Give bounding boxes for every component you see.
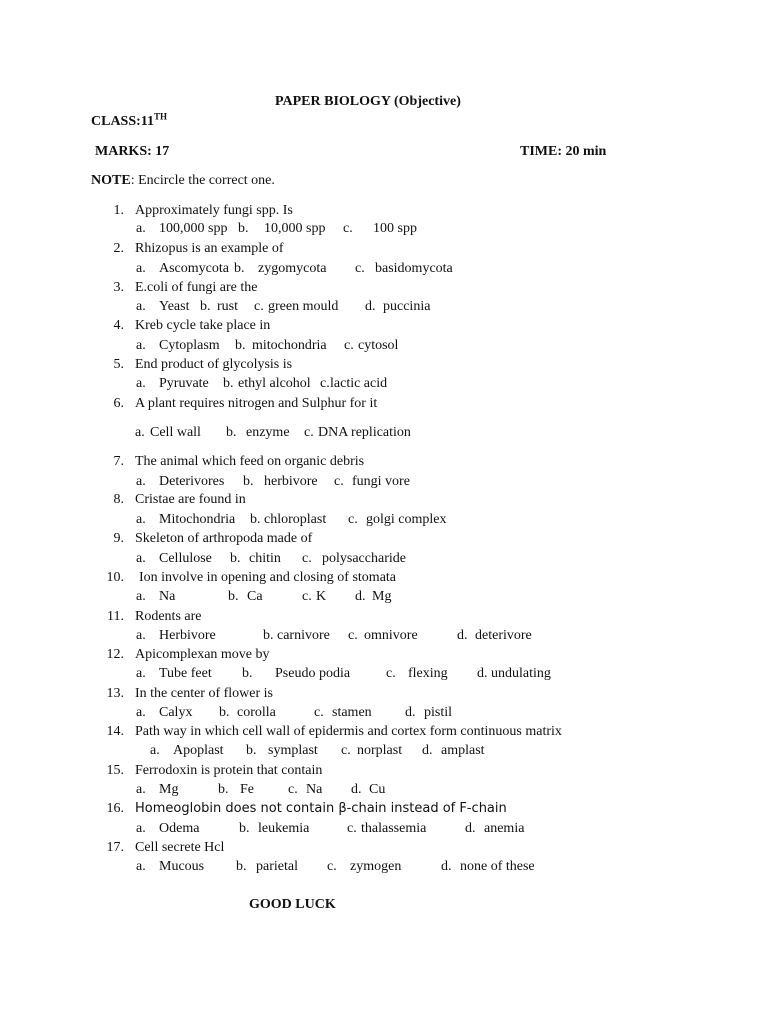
option-text: omnivore bbox=[364, 628, 418, 643]
question-number: 7. bbox=[113, 454, 124, 469]
option-letter: c. bbox=[348, 628, 358, 643]
option-text: Na bbox=[159, 589, 176, 604]
option-text: amplast bbox=[441, 743, 485, 758]
option-letter: a. bbox=[136, 859, 146, 874]
option-text: K bbox=[316, 589, 327, 604]
option-text: Cu bbox=[369, 782, 386, 797]
option-text: lactic acid bbox=[330, 376, 388, 391]
question-number: 16. bbox=[106, 801, 124, 816]
question-text-10: Ion involve in opening and closing of stomata bbox=[139, 570, 397, 585]
option-letter: a. bbox=[136, 551, 146, 566]
option-text: corolla bbox=[237, 705, 276, 720]
option-text: Fe bbox=[240, 782, 254, 797]
option-letter: d. bbox=[405, 705, 416, 720]
option-letter: c. bbox=[343, 221, 353, 236]
option-letter: b. bbox=[228, 589, 239, 604]
option-letter: a. bbox=[136, 589, 146, 604]
question-text-5: End product of glycolysis is bbox=[135, 357, 293, 372]
question-number: 12. bbox=[106, 647, 124, 662]
option-letter: a. bbox=[136, 666, 146, 681]
option-text: rust bbox=[217, 299, 238, 314]
option-letter: a. bbox=[136, 376, 146, 391]
question-text-7: The animal which feed on organic debris bbox=[135, 454, 365, 469]
option-text: DNA replication bbox=[318, 425, 411, 440]
option-letter: b. bbox=[243, 474, 254, 489]
question-text-1: Approximately fungi spp. Is bbox=[135, 203, 293, 218]
option-text: anemia bbox=[484, 821, 525, 836]
note-line bbox=[91, 172, 275, 190]
option-letter: b. bbox=[246, 743, 257, 758]
option-text: ethyl alcohol bbox=[238, 376, 311, 391]
option-text: Yeast bbox=[159, 299, 190, 314]
option-text: mitochondria bbox=[252, 338, 327, 353]
option-text: Herbivore bbox=[159, 628, 216, 643]
question-number: 3. bbox=[113, 280, 124, 295]
option-letter: a. bbox=[136, 221, 146, 236]
option-text: enzyme bbox=[246, 425, 290, 440]
option-letter: b. bbox=[226, 425, 237, 440]
question-number: 17. bbox=[106, 840, 124, 855]
question-number: 4. bbox=[113, 318, 124, 333]
option-letter: d. bbox=[422, 743, 433, 758]
option-letter: a. bbox=[150, 743, 160, 758]
option-letter: b. bbox=[223, 376, 234, 391]
option-letter: c. bbox=[344, 338, 354, 353]
option-letter: d. bbox=[365, 299, 376, 314]
option-letter: a. bbox=[136, 338, 146, 353]
option-text: Ascomycota bbox=[159, 261, 229, 276]
option-letter: a. bbox=[135, 425, 145, 440]
option-letter: c. bbox=[304, 425, 314, 440]
option-letter: c. bbox=[334, 474, 344, 489]
option-text: golgi complex bbox=[366, 512, 447, 527]
option-text: herbivore bbox=[264, 474, 318, 489]
question-number: 13. bbox=[106, 686, 124, 701]
question-number: 11. bbox=[107, 609, 124, 624]
option-letter: c. bbox=[302, 589, 312, 604]
option-text: Mucous bbox=[159, 859, 205, 874]
question-text-12: Apicomplexan move by bbox=[135, 647, 270, 662]
option-letter: c. bbox=[314, 705, 324, 720]
option-letter: c. bbox=[348, 512, 358, 527]
question-text-11: Rodents are bbox=[135, 609, 202, 624]
option-letter: c. bbox=[320, 376, 330, 391]
question-number: 9. bbox=[113, 531, 124, 546]
question-text-16: Homeoglobin does not contain β-chain instead of F-chain bbox=[135, 801, 507, 816]
paper-title: PAPER BIOLOGY (Objective) bbox=[275, 94, 461, 109]
option-text: Pseudo podia bbox=[275, 666, 351, 681]
question-number: 14. bbox=[106, 724, 124, 739]
option-letter: c. bbox=[355, 261, 365, 276]
option-letter: a. bbox=[136, 261, 146, 276]
option-letter: a. bbox=[136, 299, 146, 314]
question-text-3: E.coli of fungi are the bbox=[135, 280, 258, 295]
option-text: polysaccharide bbox=[322, 551, 406, 566]
option-text: fungi vore bbox=[352, 474, 410, 489]
option-text: Calyx bbox=[159, 705, 193, 720]
option-text: norplast bbox=[357, 743, 403, 758]
option-text: basidomycota bbox=[375, 261, 453, 276]
marks-label: MARKS: 17 bbox=[95, 144, 170, 159]
option-text: zygomycota bbox=[258, 261, 327, 276]
question-text-14: Path way in which cell wall of epidermis and cortex form continuous matrix bbox=[135, 724, 562, 739]
option-letter: a. bbox=[136, 821, 146, 836]
question-number: 5. bbox=[113, 357, 124, 372]
option-text: puccinia bbox=[383, 299, 431, 314]
option-text: Ca bbox=[247, 589, 263, 604]
question-text-13: In the center of flower is bbox=[135, 686, 273, 701]
option-text: chloroplast bbox=[264, 512, 327, 527]
option-letter: b. bbox=[218, 782, 229, 797]
class-label bbox=[91, 113, 167, 131]
question-text-8: Cristae are found in bbox=[135, 492, 246, 507]
option-text: undulating bbox=[491, 666, 551, 681]
option-text: thalassemia bbox=[361, 821, 427, 836]
option-letter: d. bbox=[441, 859, 452, 874]
class-label-superscript: TH bbox=[154, 111, 168, 122]
option-text: Cell wall bbox=[150, 425, 201, 440]
option-letter: a. bbox=[136, 628, 146, 643]
option-text: chitin bbox=[249, 551, 281, 566]
option-letter: c. bbox=[386, 666, 396, 681]
option-text: Cellulose bbox=[159, 551, 212, 566]
option-letter: c. bbox=[327, 859, 337, 874]
question-text-17: Cell secrete Hcl bbox=[135, 840, 225, 855]
option-text: Mg bbox=[159, 782, 179, 797]
option-text: 100,000 spp bbox=[159, 221, 228, 236]
question-number: 8. bbox=[113, 492, 124, 507]
option-letter: d. bbox=[465, 821, 476, 836]
option-text: Mg bbox=[372, 589, 392, 604]
option-text: none of these bbox=[460, 859, 535, 874]
option-letter: b. bbox=[230, 551, 241, 566]
option-letter: b. bbox=[200, 299, 211, 314]
option-letter: a. bbox=[136, 512, 146, 527]
option-text: Odema bbox=[159, 821, 200, 836]
option-letter: d. bbox=[457, 628, 468, 643]
option-letter: a. bbox=[136, 705, 146, 720]
option-letter: a. bbox=[136, 782, 146, 797]
option-text: Deterivores bbox=[159, 474, 225, 489]
class-label-text: CLASS:11 bbox=[91, 114, 155, 129]
option-text: Cytoplasm bbox=[159, 338, 220, 353]
option-text: pistil bbox=[424, 705, 453, 720]
question-number: 15. bbox=[106, 763, 124, 778]
option-text: carnivore bbox=[277, 628, 330, 643]
option-letter: c. bbox=[254, 299, 264, 314]
option-text: 10,000 spp bbox=[264, 221, 326, 236]
option-text: flexing bbox=[408, 666, 448, 681]
option-letter: d. bbox=[477, 666, 488, 681]
question-text-2: Rhizopus is an example of bbox=[135, 241, 284, 256]
option-letter: c. bbox=[288, 782, 298, 797]
option-letter: a. bbox=[136, 474, 146, 489]
option-text: Pyruvate bbox=[159, 376, 209, 391]
question-text-6: A plant requires nitrogen and Sulphur for it bbox=[135, 396, 378, 411]
option-text: 100 spp bbox=[373, 221, 417, 236]
note-label: NOTE bbox=[91, 173, 131, 188]
question-number: 10. bbox=[106, 570, 124, 585]
option-text: deterivore bbox=[475, 628, 532, 643]
option-letter: d. bbox=[355, 589, 366, 604]
option-text: Na bbox=[306, 782, 323, 797]
option-letter: b. bbox=[219, 705, 230, 720]
option-letter: c. bbox=[341, 743, 351, 758]
question-text-15: Ferrodoxin is protein that contain bbox=[135, 763, 323, 778]
option-text: parietal bbox=[256, 859, 298, 874]
option-letter: b. bbox=[238, 221, 249, 236]
option-text: zymogen bbox=[350, 859, 402, 874]
option-letter: b. bbox=[234, 261, 245, 276]
good-luck: GOOD LUCK bbox=[249, 897, 336, 912]
time-label: TIME: 20 min bbox=[520, 144, 607, 159]
option-letter: b. bbox=[250, 512, 261, 527]
option-text: Apoplast bbox=[173, 743, 224, 758]
note-text: : Encircle the correct one. bbox=[130, 173, 275, 188]
option-letter: d. bbox=[351, 782, 362, 797]
option-text: Tube feet bbox=[159, 666, 212, 681]
question-number: 6. bbox=[113, 396, 124, 411]
option-text: Mitochondria bbox=[159, 512, 236, 527]
option-letter: b. bbox=[239, 821, 250, 836]
option-text: leukemia bbox=[258, 821, 310, 836]
option-letter: b. bbox=[236, 859, 247, 874]
option-text: symplast bbox=[268, 743, 318, 758]
option-letter: c. bbox=[302, 551, 312, 566]
option-text: stamen bbox=[332, 705, 372, 720]
option-letter: b. bbox=[235, 338, 246, 353]
question-text-9: Skeleton of arthropoda made of bbox=[135, 531, 313, 546]
question-text-4: Kreb cycle take place in bbox=[135, 318, 271, 333]
question-number: 1. bbox=[113, 203, 124, 218]
option-text: cytosol bbox=[358, 338, 399, 353]
question-number: 2. bbox=[113, 241, 124, 256]
option-text: green mould bbox=[268, 299, 339, 314]
option-letter: b. bbox=[263, 628, 274, 643]
option-letter: c. bbox=[347, 821, 357, 836]
option-letter: b. bbox=[242, 666, 253, 681]
